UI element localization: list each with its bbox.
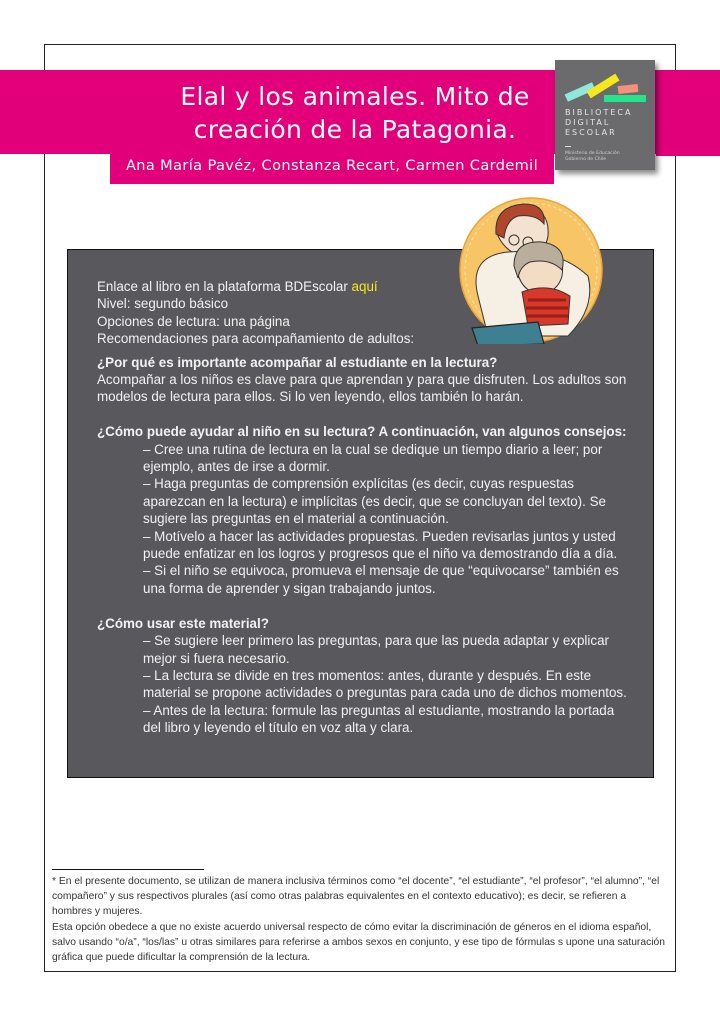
tips-list: [97, 441, 642, 598]
logo-name: BIBLIOTECA DIGITAL ESCOLAR: [565, 108, 633, 137]
list-item: del libro y leyendo el título en voz alta y clara.: [143, 720, 414, 736]
logo-stripe-icon: [618, 84, 639, 94]
recommendations-label: Recomendaciones para acompañamiento de adultos:: [97, 331, 415, 347]
logo-stripe-icon: [604, 95, 646, 102]
list-item: – Antes de la lectura: formule las preguntas al estudiante, mostrando la portada: [143, 702, 615, 718]
level: Nivel: segundo básico: [97, 296, 229, 312]
book-link[interactable]: aquí: [351, 279, 378, 294]
section-heading-why: ¿Por qué es importante acompañar al estudiante en la lectura?: [97, 354, 498, 370]
footnote-paragraph-2: Esta opción obedece a que no existe acuerdo universal respecto de cómo evitar la discriminación de géneros en el idioma español, salvo usando “o/a”, “los/las” u otras similares para referirse a ambos sexos en conjunto, y ese tipo de fórmulas s upone una saturación gráfica que puede dificultar la comprensión de la lectura.: [52, 921, 665, 964]
list-item: – Se sugiere leer primero las preguntas, para que las pueda adaptar y explicar: [143, 633, 609, 649]
logo-divider: [565, 146, 571, 147]
list-item: puede enfatizar en los logros y progresos que el niño va demostrando día a día.: [143, 546, 618, 562]
footnote: [52, 874, 668, 965]
biblioteca-digital-escolar-logo: [555, 60, 655, 170]
book-link-line: Enlace al libro en la plataforma BDEscolar aquí: [97, 279, 378, 294]
usage-list: [97, 632, 642, 736]
logo-ministry: Ministerio de Educación Gobierno de Chile: [565, 151, 620, 162]
paragraph-line: modelos de lectura para ellos. Si lo ven leyendo, ellos también lo harán.: [97, 389, 524, 405]
list-item: sugiere las preguntas en el material a continuación.: [143, 511, 449, 527]
paragraph-line: Acompañar a los niños es clave para que aprendan y para que disfruten. Los adultos son: [97, 372, 627, 388]
list-item: una forma de aprender y sigan trabajando juntos.: [143, 580, 436, 596]
recommendations-content: [97, 278, 642, 737]
list-item: material se propone actividades o preguntas para cada uno de dichos momentos.: [143, 685, 627, 701]
authors: Ana María Pavéz, Constanza Recart, Carmen Cardemil: [125, 158, 539, 174]
list-item: – Si el niño se equivoca, promueva el mensaje de que “equivocarse” también es: [143, 563, 619, 579]
list-item: – Haga preguntas de comprensión explícitas (es decir, cuyas respuestas: [143, 476, 574, 492]
list-item: – Motívelo a hacer las actividades propuestas. Pueden revisarlas juntos y usted: [143, 528, 616, 544]
list-item: – Cree una rutina de lectura en la cual se dedique un tiempo diario a leer; por: [143, 441, 603, 457]
footnote-separator: [52, 869, 204, 870]
list-item: mejor si fuera necesario.: [143, 650, 290, 666]
document-title: [150, 80, 560, 146]
list-item: – La lectura se divide en tres momentos: antes, durante y después. En este: [143, 667, 592, 683]
list-item: ejemplo, antes de irse a dormir.: [143, 459, 330, 475]
title-line-2: creación de la Patagonia.: [193, 115, 517, 144]
title-line-1: Elal y los animales. Mito de: [180, 82, 530, 111]
footnote-paragraph-1: * En el presente documento, se utilizan de manera inclusiva términos como “el docente”, “el estudiante”, “el profesor”, “el alumno”, “el compañero” y sus respectivos plurales (así como otras palabras equivalentes en el contexto educativo); es decir, se refieren a hombres y mujeres.: [52, 876, 660, 918]
list-item: aparezcan en la lectura) e implícitas (es decir, que se concluyan del texto). Se: [143, 493, 606, 509]
reading-options: Opciones de lectura: una página: [97, 313, 290, 329]
title-banner-right: [656, 70, 720, 156]
section-heading-how-to-use: ¿Cómo usar este material?: [97, 615, 269, 631]
section-heading-how-to-help: ¿Cómo puede ayudar al niño en su lectura? A continuación, van algunos consejos:: [97, 424, 627, 440]
